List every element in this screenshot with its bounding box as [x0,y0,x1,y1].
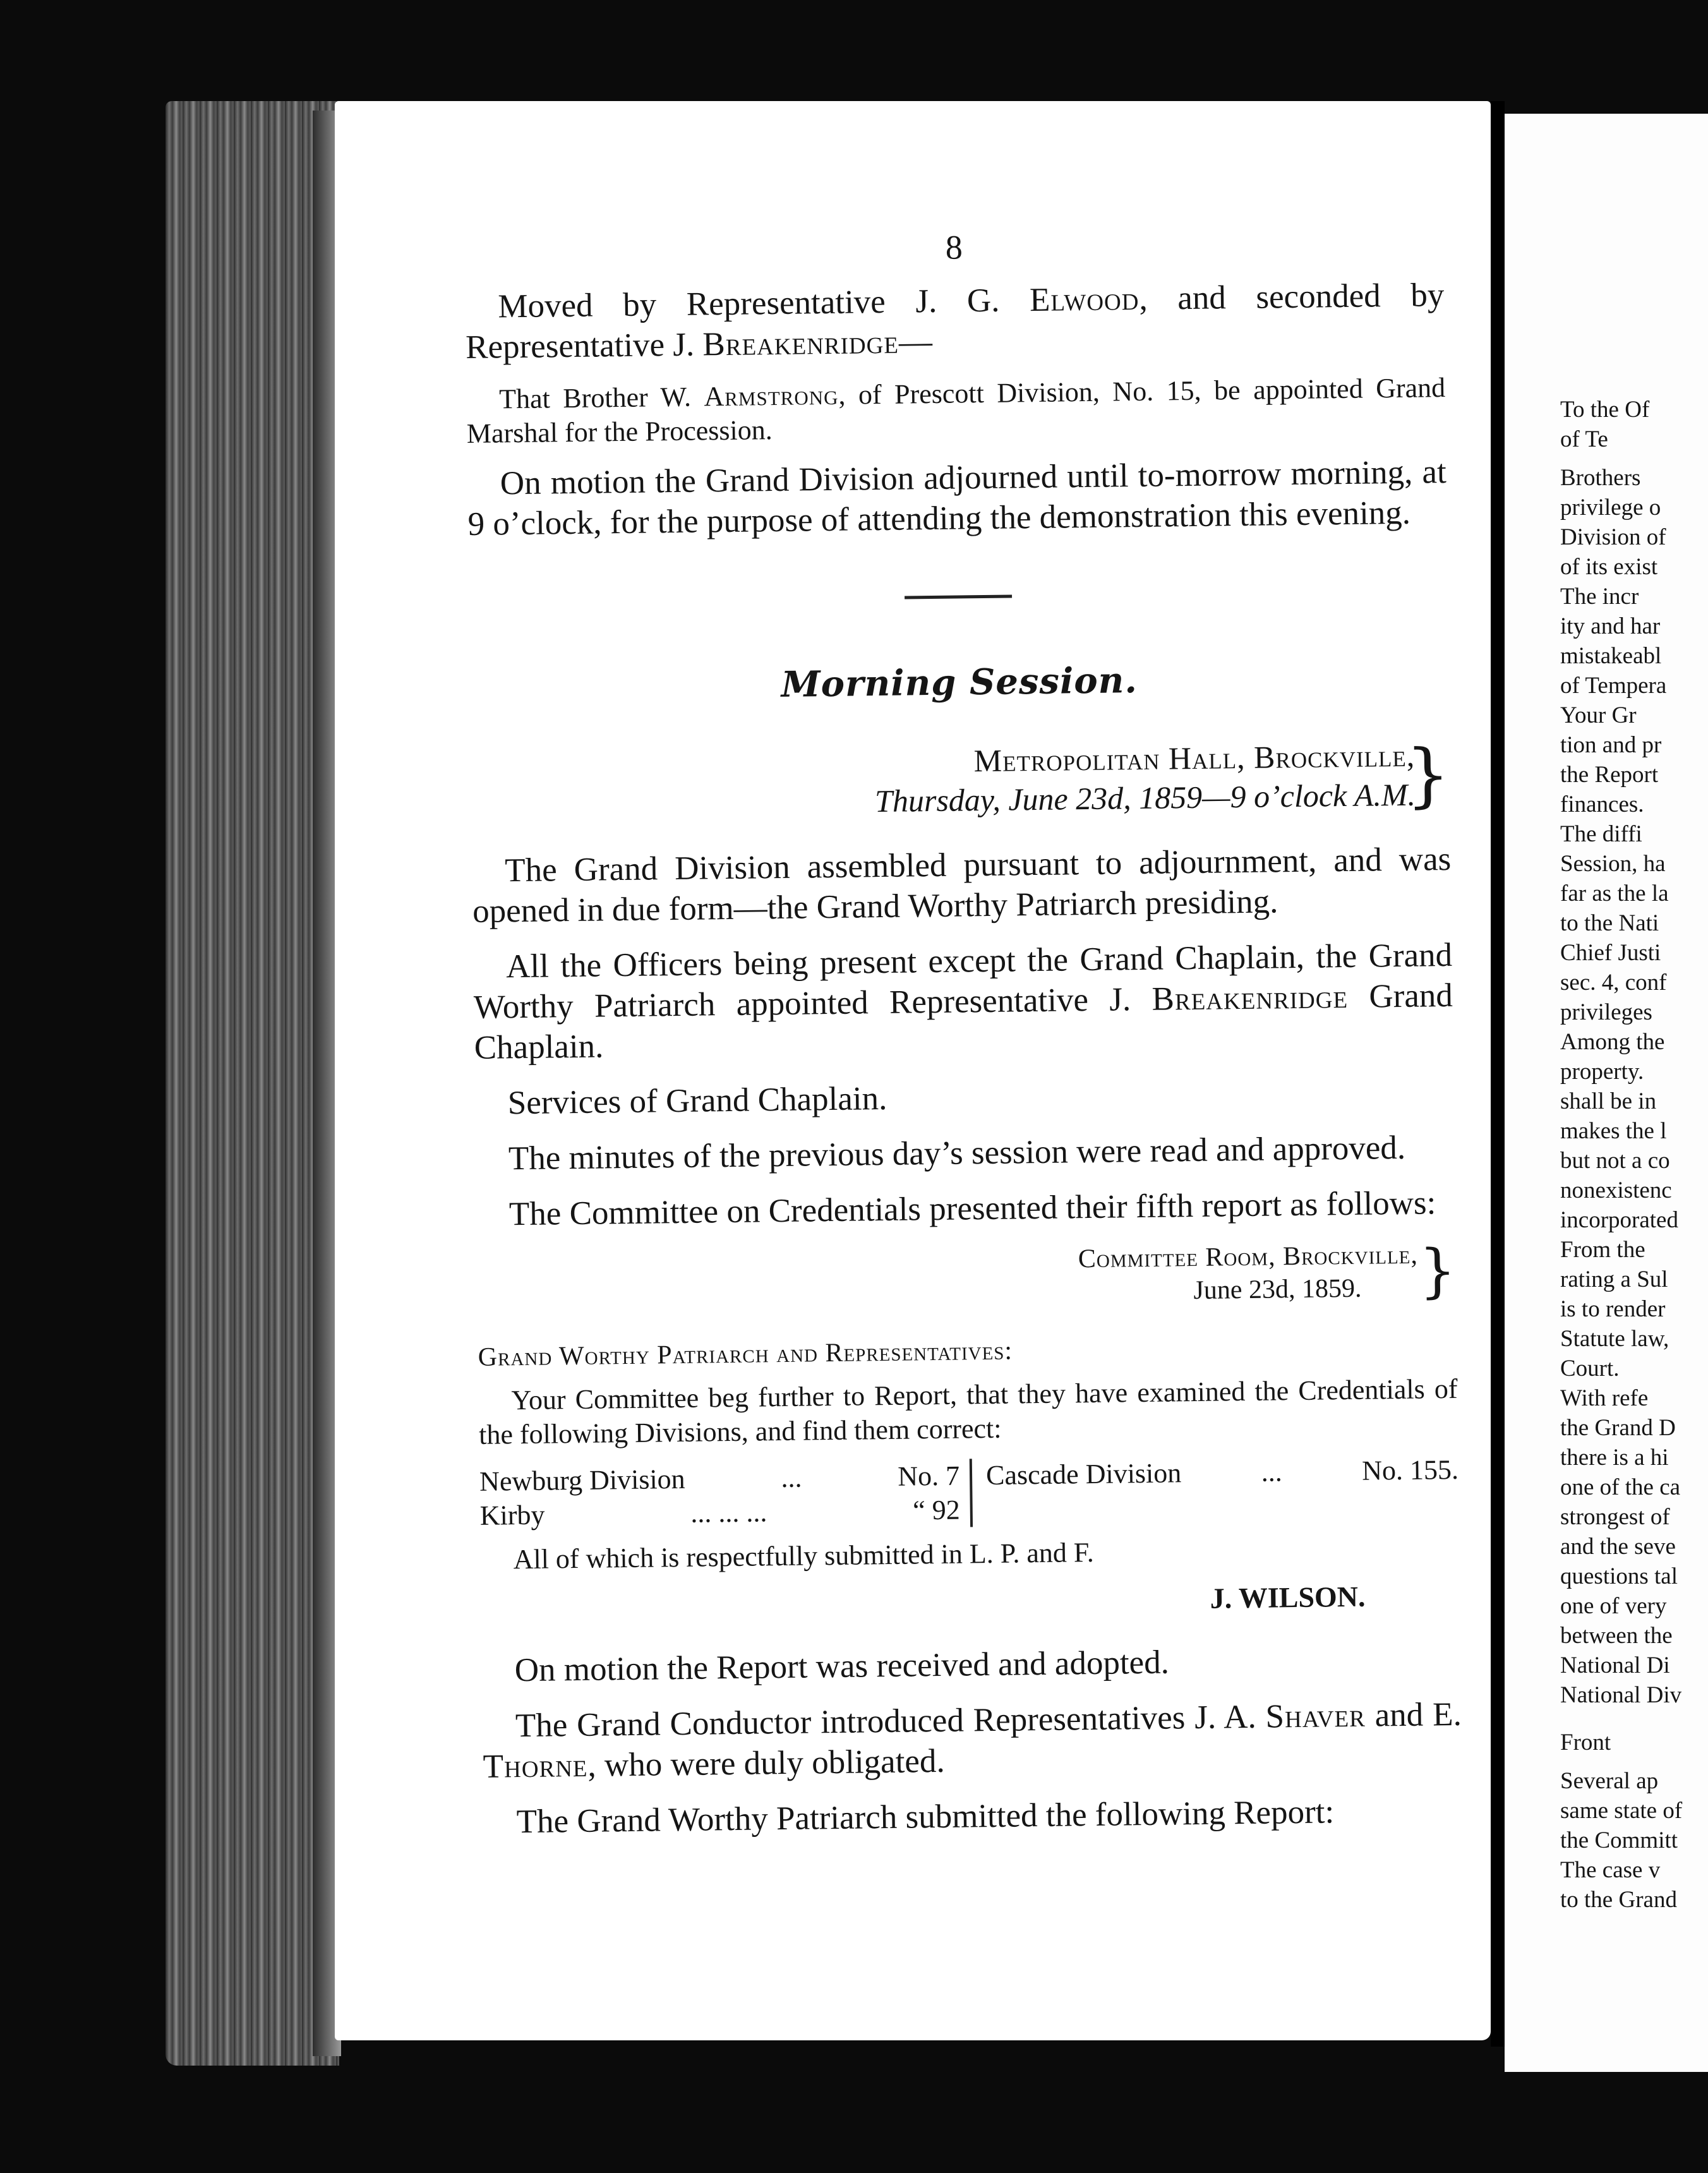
right-page-line: tion and pr [1560,732,1662,758]
right-page-line: rating a Sul [1560,1267,1668,1292]
right-page-line: same state of [1560,1798,1683,1824]
name-breakenridge-2: Breakenridge [1152,978,1349,1018]
signature: J. WILSON. [1210,1580,1366,1615]
right-page-line: Several ap [1560,1768,1659,1794]
submission-paragraph: All of which is respectfully submitted in L. P. and F. [513,1536,1095,1575]
right-page [1505,114,1708,2072]
right-page-line: The diffi [1560,821,1642,847]
right-page-line: to the Grand [1560,1887,1677,1913]
right-page-line: finances. [1560,792,1644,817]
right-page-line: the Committ [1560,1827,1678,1853]
right-page-line: Front [1560,1730,1611,1755]
session-location: Metropolitan Hall, Brockville, Thursday, June 23d, 1859—9 o’clock A.M. } [874,734,1451,819]
right-page-line: questions tal [1560,1563,1678,1589]
right-page-line: between the [1560,1623,1673,1649]
right-page-line: Chief Justi [1560,940,1661,966]
right-page-line: far as the la [1560,881,1669,906]
right-page-line: of Tempera [1560,673,1667,699]
right-page-line: National Div [1560,1682,1682,1708]
book-gutter [1491,101,1505,2047]
right-page-line: but not a co [1560,1148,1670,1174]
credentials-table [479,1453,1459,1533]
right-page-line: nonexistenc [1560,1177,1672,1203]
credentials-right-column [972,1453,1459,1527]
services-paragraph: Services of Grand Chaplain. [507,1080,887,1122]
right-page-line: Court. [1560,1356,1620,1381]
gwp-report-paragraph: The Grand Worthy Patriarch submitted the following Report: [516,1793,1335,1841]
section-divider [905,594,1012,599]
motion-paragraph: Moved by Representative J. G. Elwood, and seconded by Representative J. Breakenridge— [465,277,1445,366]
committee-room-heading: Committee Room, Brockville, June 23d, 1859. } [1078,1236,1457,1306]
right-page-line: there is a hi [1560,1445,1669,1471]
right-page-line: property. [1560,1059,1644,1085]
report-address: Grand Worthy Patriarch and Representatives: [478,1336,1013,1372]
right-page-line: mistakeabl [1560,643,1662,669]
right-page-line: sec. 4, conf [1560,970,1667,996]
right-page-line: the Grand D [1560,1415,1676,1441]
right-page-line: Session, ha [1560,851,1666,877]
session-title: Morning Session. [781,659,1138,706]
adjournment-paragraph: On motion the Grand Division adjourned until to-morrow morning, at 9 o’clock, for the purpose of attending the demonstration this evening. [467,454,1447,543]
right-page-line: the Report [1560,762,1659,788]
brace-glyph: } [1405,734,1451,816]
right-page-line: makes the l [1560,1118,1667,1144]
name-thorne: Thorne [483,1747,588,1785]
right-page-line: of its exist [1560,554,1658,580]
resolution-paragraph: That Brother W. Armstrong, of Prescott Division, No. 15, be appointed Grand Marshal for the Procession. [466,372,1446,449]
right-page-line: Your Gr [1560,702,1637,728]
right-page-line: privileges [1560,999,1652,1025]
committee-paragraph: The Committee on Credentials presented their fifth report as follows: [508,1184,1436,1233]
right-page-line: strongest of [1560,1504,1670,1530]
right-page-line: one of very [1560,1593,1667,1619]
credentials-left-column [479,1459,973,1533]
name-elwood: Elwood [1029,280,1140,319]
right-page-line: To the Of [1560,397,1650,423]
right-page-line: to the Nati [1560,910,1659,936]
right-page-line: National Di [1560,1652,1670,1678]
right-page-line: incorporated [1560,1207,1678,1233]
right-page-line [1560,1719,1708,1728]
brace-glyph-2: } [1418,1236,1457,1305]
right-page-line: Brothers [1560,465,1641,491]
right-page-line: one of the ca [1560,1474,1681,1500]
list-item: Newburg Division ... No. 7 [479,1460,960,1497]
right-page-line: of Te [1560,426,1608,452]
list-item: Cascade Division ... No. 155. [985,1454,1459,1491]
report-adopted-paragraph: On motion the Report was received and adopted. [514,1644,1170,1689]
name-shaver: Shaver [1265,1697,1366,1735]
right-page-line: shall be in [1560,1088,1657,1114]
right-page-text [1560,395,1708,1915]
right-page-line: privilege o [1560,495,1661,521]
right-page-line: and the seve [1560,1534,1676,1560]
right-page-line: The incr [1560,584,1639,610]
name-armstrong: Armstrong [704,379,839,412]
minutes-paragraph: The minutes of the previous day’s session were read and approved. [508,1129,1406,1177]
right-page-line [1560,1757,1708,1766]
right-page-line [1560,454,1708,463]
right-page-line: ity and har [1560,613,1661,639]
right-page-line: is to render [1560,1296,1666,1322]
right-page-line: From the [1560,1237,1645,1263]
credentials-paragraph: Your Committee beg further to Report, that they have examined the Credentials of the following Divisions, and find them correct: [478,1373,1458,1450]
right-page-line: Among the [1560,1029,1665,1055]
conductor-paragraph: The Grand Conductor introduced Representatives J. A. Shaver and E. Thorne, who were duly obligated. [483,1695,1462,1785]
name-breakenridge: Breakenridge [702,323,899,363]
assembly-paragraph: The Grand Division assembled pursuant to adjournment, and was opened in due form—the Grand Worthy Patriarch presiding. [472,840,1452,930]
right-page-line [1560,1710,1708,1719]
right-page-line: Division of [1560,524,1666,550]
officers-paragraph: All the Officers being present except the Grand Chaplain, the Grand Worthy Patriarch appointed Representative J. Breakenridge Grand Chaplain. [473,936,1453,1066]
right-page-line: Statute law, [1560,1326,1669,1352]
list-item: Kirby ... ... ... “ 92 [479,1494,961,1531]
page-number: 8 [945,228,963,267]
page-content [464,222,1463,1858]
right-page-line: The case v [1560,1857,1661,1883]
right-page-line: With refe [1560,1385,1649,1411]
